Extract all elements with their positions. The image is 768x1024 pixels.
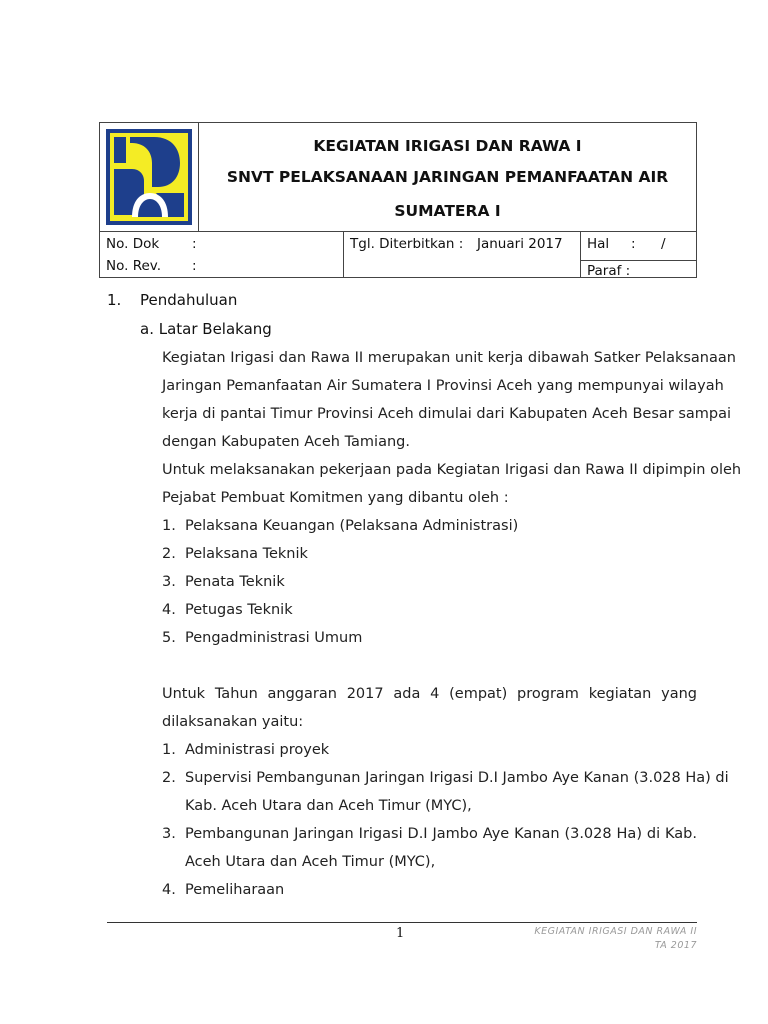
list-item — [162, 736, 697, 764]
list-text: Kab. Aceh Utara dan Aceh Timur (MYC), — [185, 798, 472, 814]
list-text: Pelaksana Keuangan (Pelaksana Administrasi) — [185, 518, 519, 534]
subsection-title: a. Latar Belakang — [140, 320, 272, 338]
list-number: 3. — [162, 574, 176, 590]
list-text: Pengadministrasi Umum — [185, 630, 363, 646]
paragraph-line: Untuk melaksanakan pekerjaan pada Kegiatan Irigasi dan Rawa II dipimpin oleh — [162, 462, 742, 478]
list-number: 2. — [162, 546, 176, 562]
paragraph-line: Untuk Tahun anggaran 2017 ada 4 (empat) program kegiatan yang — [162, 686, 697, 702]
no-rev-label: No. Rev. — [106, 258, 162, 274]
list-item — [162, 876, 697, 904]
no-dok-colon: : — [192, 236, 197, 252]
hal-colon: : — [631, 236, 636, 252]
list-item — [162, 764, 729, 792]
list-number: 2. — [162, 770, 176, 786]
list-text: Supervisi Pembangunan Jaringan Irigasi D.I Jambo Aye Kanan (3.028 Ha) di — [185, 770, 729, 786]
list-item-continuation — [162, 848, 697, 876]
issue-date-cell — [344, 232, 581, 277]
pupr-logo-icon — [106, 129, 192, 225]
cell-divider — [581, 260, 696, 261]
assistant-roles-list — [162, 512, 697, 652]
list-number: 4. — [162, 602, 176, 618]
issue-date-label: Tgl. Diterbitkan : — [350, 236, 464, 252]
list-number: 3. — [162, 826, 176, 842]
paragraph-line: kerja di pantai Timur Provinsi Aceh dimulai dari Kabupaten Aceh Besar sampai — [162, 406, 732, 422]
paragraph-programs-intro — [162, 680, 697, 736]
list-number: 5. — [162, 630, 176, 646]
title-line-1: KEGIATAN IRIGASI DAN RAWA I — [313, 137, 582, 155]
paragraph-assistants-intro — [162, 456, 742, 512]
paraf-label: Paraf : — [587, 263, 631, 279]
title-cell — [199, 123, 696, 231]
no-dok-label: No. Dok — [106, 236, 160, 252]
list-item — [162, 624, 697, 652]
paragraph-background — [162, 344, 736, 456]
list-text: Petugas Teknik — [185, 602, 293, 618]
list-text: Aceh Utara dan Aceh Timur (MYC), — [185, 854, 436, 870]
list-text: Penata Teknik — [185, 574, 285, 590]
no-rev-colon: : — [192, 258, 197, 274]
paragraph-line: Kegiatan Irigasi dan Rawa II merupakan unit kerja dibawah Satker Pelaksanaan — [162, 350, 736, 366]
footer-divider — [107, 922, 697, 923]
list-item — [162, 820, 697, 848]
section-title: Pendahuluan — [140, 291, 238, 309]
doc-number-cell — [100, 232, 344, 277]
title-line-2: SNVT PELAKSANAAN JARINGAN PEMANFAATAN AIR — [226, 168, 669, 186]
document-meta-row — [100, 231, 696, 277]
paragraph-line: Jaringan Pemanfaatan Air Sumatera I Provinsi Aceh yang mempunyai wilayah — [162, 378, 724, 394]
list-number: 1. — [162, 742, 176, 758]
list-item-continuation — [162, 792, 697, 820]
list-item — [162, 596, 697, 624]
list-text: Pemeliharaan — [185, 882, 285, 898]
list-item — [162, 540, 697, 568]
paragraph-line: dilaksanakan yaitu: — [162, 714, 304, 730]
hal-label: Hal — [587, 236, 610, 252]
issue-date-value: Januari 2017 — [477, 236, 563, 252]
page-paraf-cell — [581, 232, 696, 277]
list-text: Pelaksana Teknik — [185, 546, 308, 562]
list-text: Administrasi proyek — [185, 742, 330, 758]
hal-slash: / — [661, 236, 666, 252]
logo-cell — [100, 123, 199, 231]
list-text: Pembangunan Jaringan Irigasi D.I Jambo Aye Kanan (3.028 Ha) di Kab. — [185, 826, 697, 842]
paragraph-line: dengan Kabupaten Aceh Tamiang. — [162, 434, 410, 450]
document-header-table — [99, 122, 697, 278]
footer-note-line-1: KEGIATAN IRIGASI DAN RAWA II — [534, 926, 697, 937]
section-number: 1. — [107, 291, 122, 309]
list-item — [162, 568, 697, 596]
programs-list — [162, 736, 729, 904]
page-number: 1 — [396, 926, 405, 941]
title-line-3: SUMATERA I — [394, 202, 501, 220]
footer-note — [534, 925, 697, 953]
list-number: 4. — [162, 882, 176, 898]
footer-note-line-2: TA 2017 — [654, 940, 697, 951]
list-number: 1. — [162, 518, 176, 534]
paragraph-line: Pejabat Pembuat Komitmen yang dibantu oleh : — [162, 490, 509, 506]
list-item — [162, 512, 697, 540]
